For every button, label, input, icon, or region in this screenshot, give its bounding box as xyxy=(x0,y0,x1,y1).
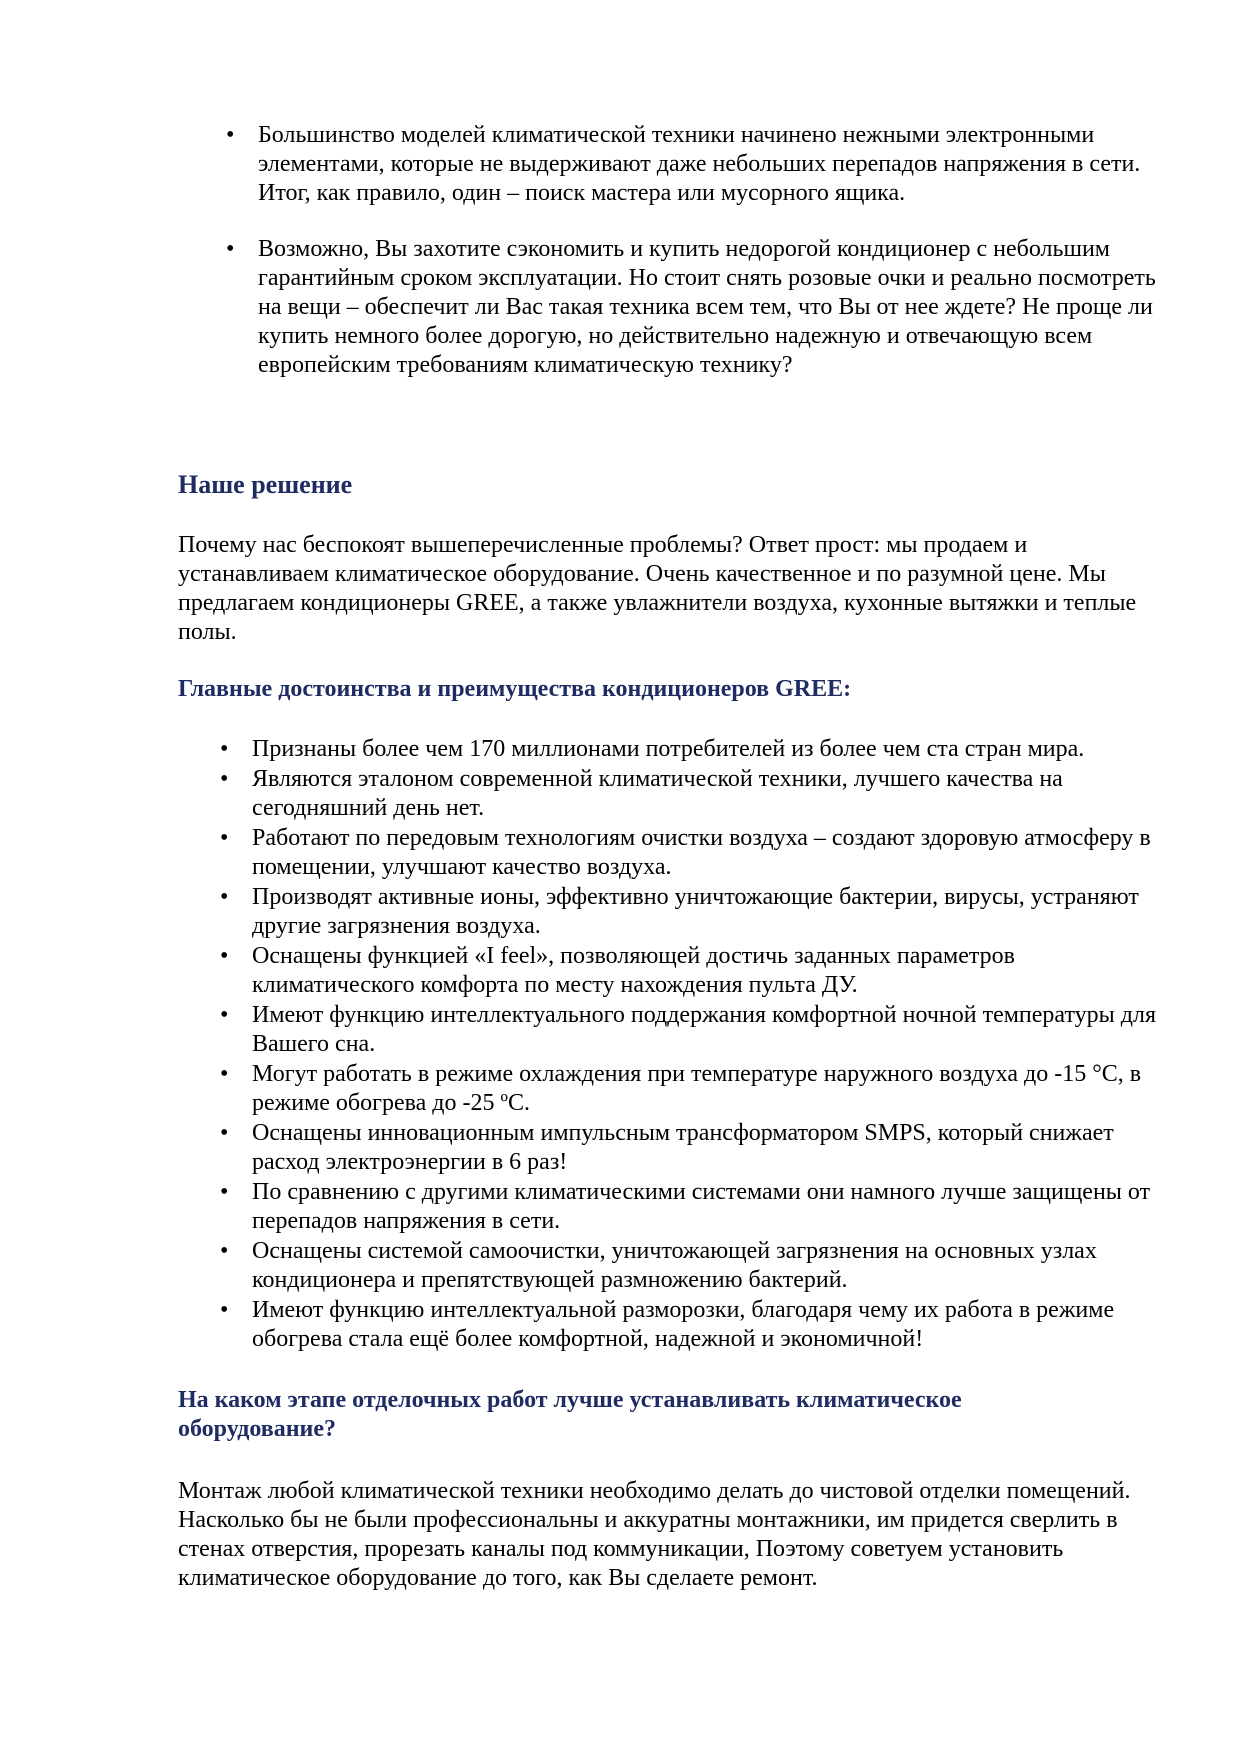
list-item xyxy=(220,824,1172,883)
list-item xyxy=(220,1296,1172,1355)
bullet-icon: • xyxy=(226,122,235,148)
bullet-icon: • xyxy=(220,765,229,792)
list-item-text: Возможно, Вы захотите сэкономить и купить недорогой кондиционер с небольшим гарантийным сроком эксплуатации. Но стоит снять розовые очки и реально посмотреть на вещи – обеспечит ли Вас такая техника всем тем, что Вы от нее ждете? Не проще ли купить немного более дорогую, но действительно надежную и отвечающую всем европейским требованиям климатическую технику? xyxy=(258,236,1156,378)
list-item-text: Оснащены функцией «I feel», позволяющей достичь заданных параметров климатического комфорта по месту нахождения пульта ДУ. xyxy=(252,942,1015,998)
list-item xyxy=(220,765,1172,824)
list-item-text: Являются эталоном современной климатической техники, лучшего качества на сегодняшний день нет. xyxy=(252,765,1063,821)
list-item xyxy=(220,1060,1172,1119)
bullet-icon: • xyxy=(220,1296,229,1323)
list-item xyxy=(226,121,1158,208)
intro-paragraph: Почему нас беспокоят вышеперечисленные проблемы? Ответ прост: мы продаем и устанавливаем климатическое оборудование. Очень качественное и по разумной цене. Мы предлагаем кондиционеры GREE, а также увлажнители воздуха, кухонные вытяжки и теплые полы. xyxy=(178,532,1137,645)
bullet-icon: • xyxy=(220,1119,229,1146)
list-item-text: Признаны более чем 170 миллионами потребителей из более чем ста стран мира. xyxy=(252,736,1085,762)
list-item xyxy=(220,1178,1172,1237)
list-item xyxy=(220,735,1172,765)
installation-paragraph: Монтаж любой климатической техники необходимо делать до чистовой отделки помещений. Насколько бы не были профессиональны и аккуратны монтажники, им придется сверлить в стенах отверстия, прорезать каналы под коммуникации, Поэтому советуем установить климатическое оборудование до того, как Вы сделаете ремонт. xyxy=(178,1478,1131,1591)
list-item xyxy=(220,942,1172,1001)
list-item-text: Оснащены инновационным импульсным трансформатором SMPS, который снижает расход электроэнергии в 6 раз! xyxy=(252,1119,1114,1175)
bullet-icon: • xyxy=(226,236,235,262)
advantages-list xyxy=(220,735,1172,1355)
advantages-title: Главные достоинства и преимущества кондиционеров GREE: xyxy=(178,676,852,702)
list-item-text: По сравнению с другими климатическими системами они намного лучше защищены от перепадов напряжения в сети. xyxy=(252,1178,1151,1234)
bullet-icon: • xyxy=(220,942,229,969)
list-item-text: Имеют функцию интеллектуального поддержания комфортной ночной температуры для Вашего сна. xyxy=(252,1001,1156,1057)
list-item xyxy=(220,883,1172,942)
list-item-text: Оснащены системой самоочистки, уничтожающей загрязнения на основных узлах кондиционера и препятствующей размножению бактерий. xyxy=(252,1237,1097,1293)
list-item-text: Работают по передовым технологиям очистки воздуха – создают здоровую атмосферу в помещении, улучшают качество воздуха. xyxy=(252,824,1151,880)
list-item-text: Производят активные ионы, эффективно уничтожающие бактерии, вирусы, устраняют другие загрязнения воздуха. xyxy=(252,883,1139,939)
installation-title: На каком этапе отделочных работ лучше устанавливать климатическое оборудование? xyxy=(178,1387,962,1442)
intro-bullet-list xyxy=(226,121,1158,407)
bullet-icon: • xyxy=(220,1001,229,1028)
bullet-icon: • xyxy=(220,883,229,910)
bullet-icon: • xyxy=(220,1178,229,1205)
section-title: Наше решение xyxy=(178,470,353,499)
bullet-icon: • xyxy=(220,824,229,851)
list-item-text: Могут работать в режиме охлаждения при температуре наружного воздуха до -15 °С, в режиме обогрева до -25 ºС. xyxy=(252,1060,1142,1116)
bullet-icon: • xyxy=(220,736,229,762)
bullet-icon: • xyxy=(220,1237,229,1264)
list-item xyxy=(220,1237,1172,1296)
list-item xyxy=(220,1119,1172,1178)
bullet-icon: • xyxy=(220,1060,229,1087)
list-item xyxy=(226,235,1158,380)
list-item xyxy=(220,1001,1172,1060)
list-item-text: Большинство моделей климатической техники начинено нежными электронными элементами, которые не выдерживают даже небольших перепадов напряжения в сети. Итог, как правило, один – поиск мастера или мусорного ящика. xyxy=(258,122,1141,206)
list-item-text: Имеют функцию интеллектуальной разморозки, благодаря чему их работа в режиме обогрева стала ещё более комфортной, надежной и экономичной! xyxy=(252,1296,1115,1352)
